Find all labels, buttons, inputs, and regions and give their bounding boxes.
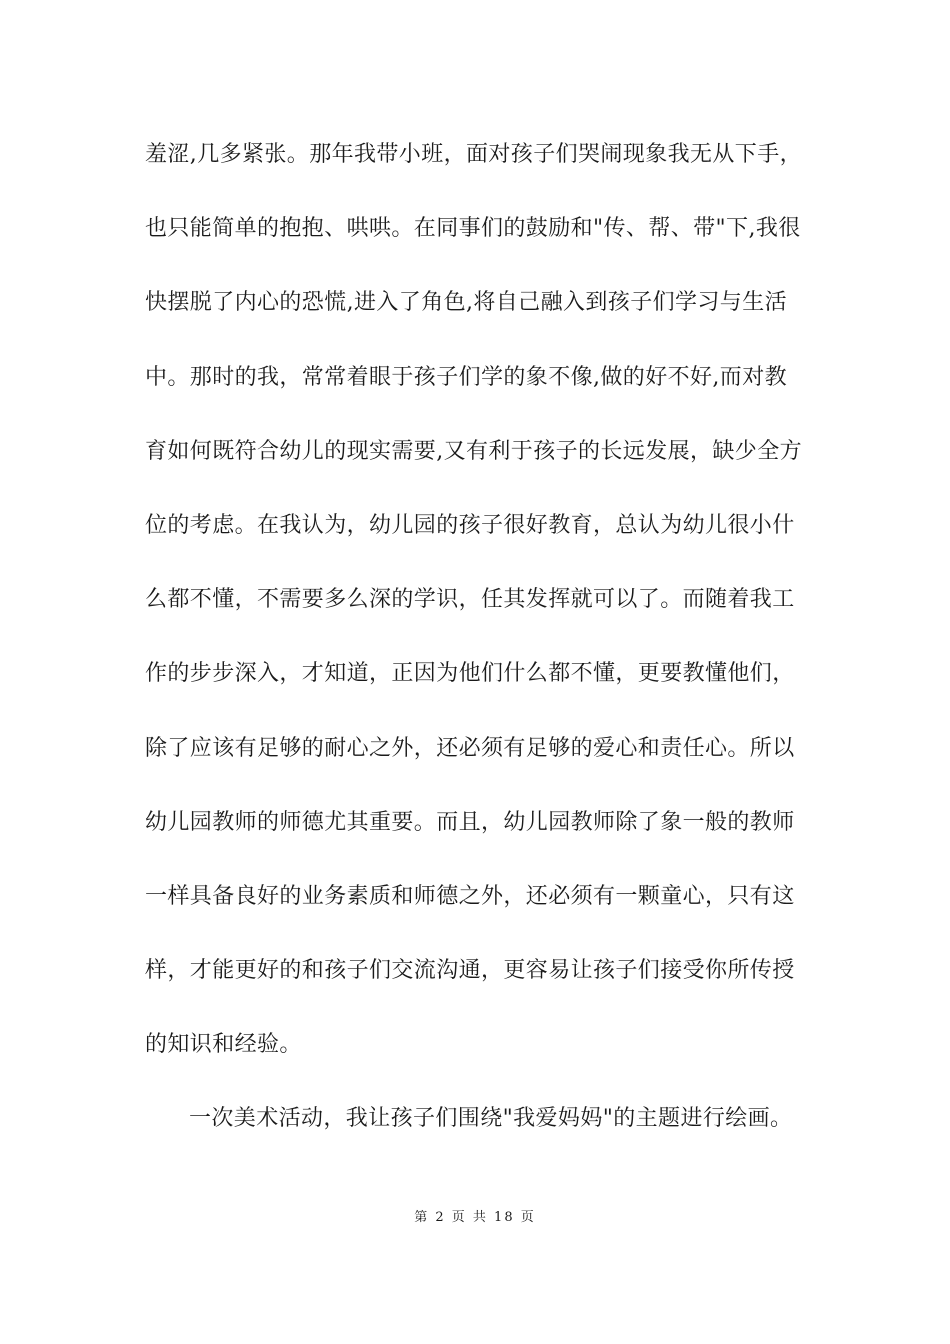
text-line-5: 育如何既符合幼儿的现实需要,又有利于孩子的长远发展，缺少全方: [145, 438, 802, 464]
text-line-10: 幼儿园教师的师德尤其重要。而且，幼儿园教师除了象一般的教师: [145, 809, 795, 835]
text-line-3: 快摆脱了内心的恐慌,进入了角色,将自己融入到孩子们学习与生活: [145, 290, 787, 316]
text-line-2: 也只能简单的抱抱、哄哄。在同事们的鼓励和"传、帮、带"下,我很: [145, 216, 801, 242]
page-number: 第 2 页 共 18 页: [414, 1210, 536, 1225]
text-line-9: 除了应该有足够的耐心之外，还必须有足够的爱心和责任心。所以: [145, 735, 795, 761]
page-footer: [0, 1206, 950, 1225]
text-line-7: 么都不懂，不需要多么深的学识，任其发挥就可以了。而随着我工: [145, 587, 795, 613]
text-line-8: 作的步步深入，才知道，正因为他们什么都不懂，更要教懂他们，: [145, 661, 795, 687]
text-line-4: 中。那时的我，常常着眼于孩子们学的象不像,做的好不好,而对教: [145, 364, 787, 390]
text-line-13: 的知识和经验。: [145, 1032, 302, 1058]
paragraph-2-line-1: 一次美术活动，我让孩子们围绕"我爱妈妈"的主题进行绘画。: [189, 1106, 793, 1132]
text-line-11: 一样具备良好的业务素质和师德之外，还必须有一颗童心，只有这: [145, 883, 795, 909]
text-line-12: 样，才能更好的和孩子们交流沟通，更容易让孩子们接受你所传授: [145, 958, 795, 984]
body-text: [145, 131, 810, 1170]
text-line-6: 位的考虑。在我认为，幼儿园的孩子很好教育，总认为幼儿很小什: [145, 512, 795, 538]
text-line-1: 羞涩,几多紧张。那年我带小班，面对孩子们哭闹现象我无从下手，: [145, 142, 802, 167]
